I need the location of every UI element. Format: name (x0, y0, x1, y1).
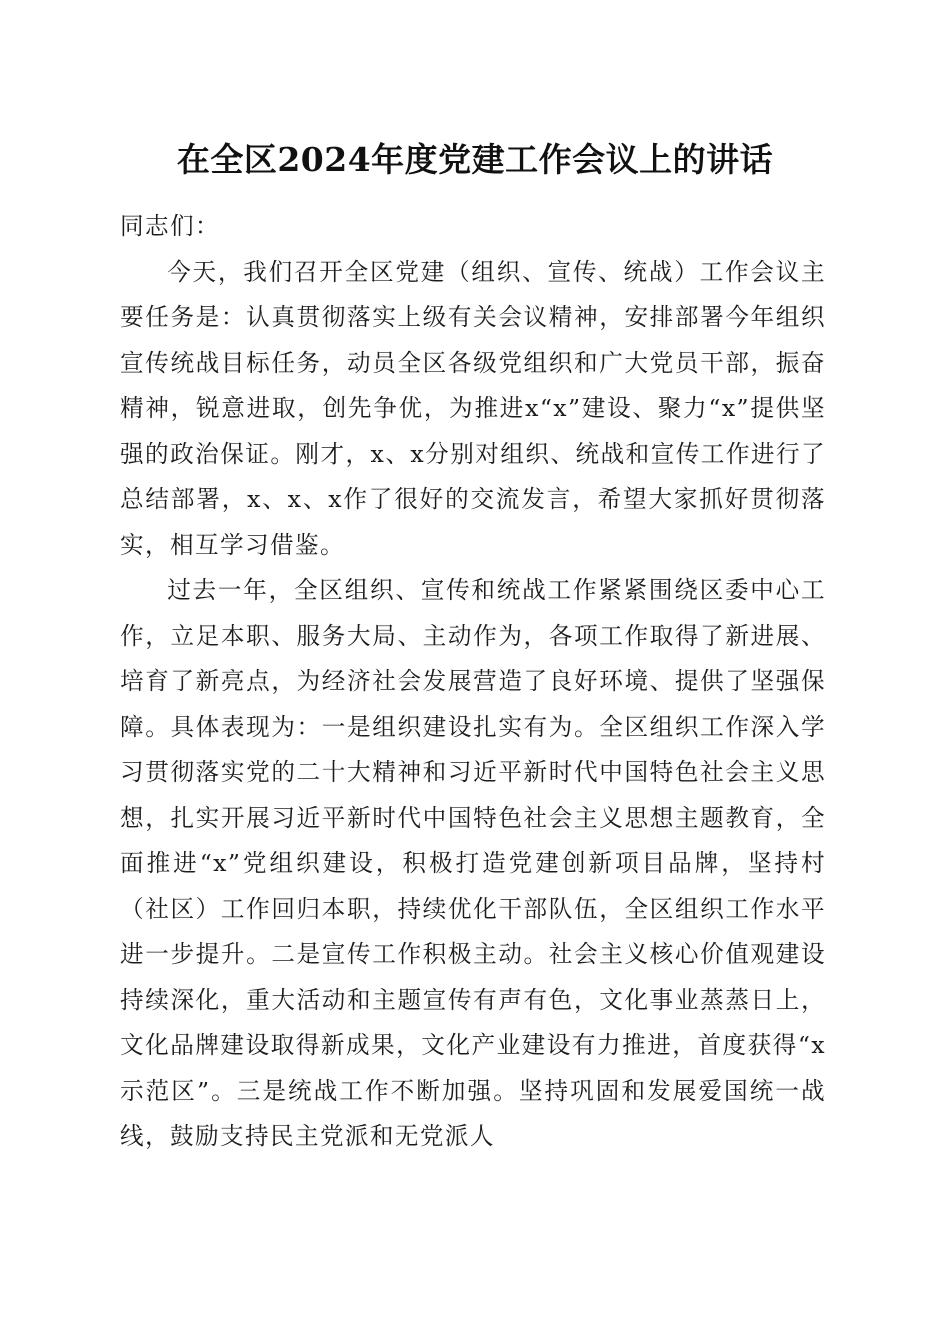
paragraph-review: 过去一年，全区组织、宣传和统战工作紧紧围绕区委中心工作，立足本职、服务大局、主动作为，各项工作取得了新进展、培育了新亮点，为经济社会发展营造了良好环境、提供了坚强保障。具体表现为：一是组织建设扎实有为。全区组织工作深入学习贯彻落实党的二十大精神和习近平新时代中国特色社会主义思想，扎实开展习近平新时代中国特色社会主义思想主题教育，全面推进“x”党组织建设，积极打造党建创新项目品牌，坚持村（社区）工作回归本职，持续优化干部队伍，全区组织工作水平进一步提升。二是宣传工作积极主动。社会主义核心价值观建设持续深化，重大活动和主题宣传有声有色，文化事业蒸蒸日上，文化品牌建设取得新成果，文化产业建设有力推进，首度获得“x示范区”。三是统战工作不断加强。坚持巩固和发展爱国统一战线，鼓励支持民主党派和无党派人 (120, 576, 826, 1150)
document-title: 在全区2024年度党建工作会议上的讲话 (176, 140, 774, 179)
paragraph-opening: 今天，我们召开全区党建（组织、宣传、统战）工作会议主要任务是：认真贯彻落实上级有关会议精神，安排部署今年组织宣传统战目标任务，动员全区各级党组织和广大党员干部，振奋精神，锐意进取，创先争优，为推进x“x”建设、聚力“x”提供坚强的政治保证。刚才，x、x分别对组织、统战和宣传工作进行了总结部署，x、x、x作了很好的交流发言，希望大家抓好贯彻落实，相互学习借鉴。 (120, 257, 826, 559)
salutation: 同志们： (120, 212, 220, 240)
document-body (120, 204, 826, 1160)
